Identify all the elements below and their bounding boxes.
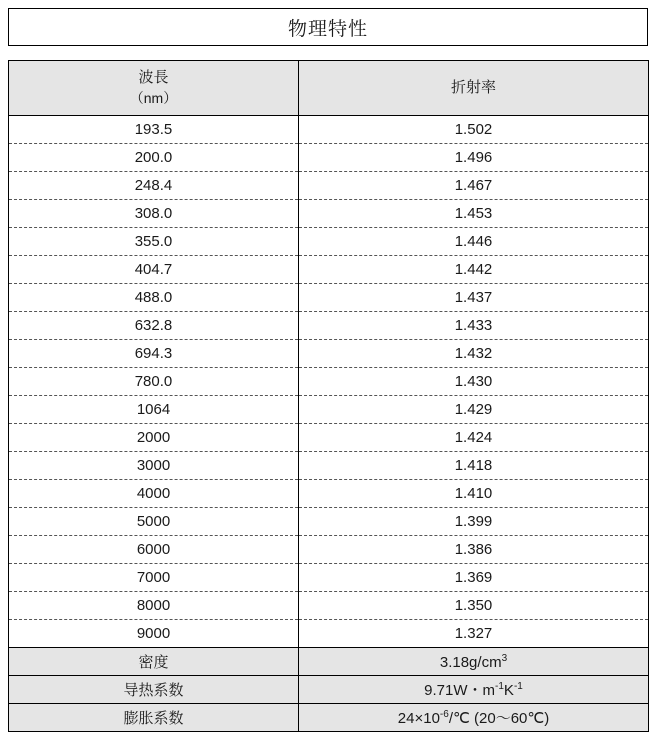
table-row [9, 312, 649, 340]
value-density [299, 648, 649, 676]
table-row [9, 284, 649, 312]
table-row [9, 564, 649, 592]
cell-index: 1.350 [299, 592, 649, 620]
cell-index: 1.467 [299, 172, 649, 200]
header-refractive-label: 折射率 [450, 78, 496, 96]
cell-wavelength: 193.5 [9, 116, 299, 144]
table-row-expansion-coefficient [9, 704, 649, 732]
cell-wavelength: 9000 [9, 620, 299, 648]
table-row-thermal-conductivity [9, 676, 649, 704]
table-row [9, 424, 649, 452]
table-row [9, 116, 649, 144]
label-thermal-conductivity: 导热系数 [9, 676, 299, 704]
cell-index: 1.496 [299, 144, 649, 172]
table-row [9, 368, 649, 396]
cell-wavelength: 248.4 [9, 172, 299, 200]
cell-index: 1.502 [299, 116, 649, 144]
cell-wavelength: 780.0 [9, 368, 299, 396]
title-table-gap [8, 46, 648, 60]
cell-wavelength: 3000 [9, 452, 299, 480]
header-wavelength-unit: （nm） [129, 89, 178, 106]
label-expansion-coefficient: 膨胀系数 [9, 704, 299, 732]
table-body [9, 61, 649, 732]
table-row [9, 200, 649, 228]
cell-index: 1.432 [299, 340, 649, 368]
cell-wavelength: 488.0 [9, 284, 299, 312]
table-row [9, 480, 649, 508]
cell-index: 1.399 [299, 508, 649, 536]
header-wavelength [9, 61, 299, 116]
cell-index: 1.429 [299, 396, 649, 424]
cell-index: 1.386 [299, 536, 649, 564]
header-wavelength-label: 波長 [138, 69, 169, 87]
table-row [9, 396, 649, 424]
cell-index: 1.442 [299, 256, 649, 284]
table-row [9, 172, 649, 200]
cell-index: 1.327 [299, 620, 649, 648]
table-row [9, 620, 649, 648]
physical-properties-table [8, 60, 649, 732]
cell-wavelength: 308.0 [9, 200, 299, 228]
table-row-density [9, 648, 649, 676]
cell-index: 1.430 [299, 368, 649, 396]
cell-index: 1.369 [299, 564, 649, 592]
value-expansion-coefficient-text: $24\times 10^{-6}/℃$ (20〜60℃) [397, 709, 550, 727]
value-density-text: $3.18g/cm^3$ [439, 652, 508, 671]
table-header-row [9, 61, 649, 116]
cell-wavelength: 200.0 [9, 144, 299, 172]
cell-wavelength: 5000 [9, 508, 299, 536]
cell-wavelength: 4000 [9, 480, 299, 508]
cell-wavelength: 8000 [9, 592, 299, 620]
table-row [9, 340, 649, 368]
table-row [9, 452, 649, 480]
cell-index: 1.410 [299, 480, 649, 508]
cell-index: 1.433 [299, 312, 649, 340]
cell-wavelength: 6000 [9, 536, 299, 564]
cell-wavelength: 694.3 [9, 340, 299, 368]
table-row [9, 508, 649, 536]
table-row [9, 536, 649, 564]
cell-index: 1.418 [299, 452, 649, 480]
page-title [8, 8, 648, 46]
cell-index: 1.453 [299, 200, 649, 228]
table-row [9, 256, 649, 284]
cell-wavelength: 404.7 [9, 256, 299, 284]
cell-wavelength: 2000 [9, 424, 299, 452]
value-expansion-coefficient [299, 704, 649, 732]
cell-wavelength: 355.0 [9, 228, 299, 256]
cell-index: 1.424 [299, 424, 649, 452]
cell-wavelength: 632.8 [9, 312, 299, 340]
cell-wavelength: 1064 [9, 396, 299, 424]
table-row [9, 144, 649, 172]
page-title-text: 物理特性 [287, 18, 368, 40]
header-refractive-index [299, 61, 649, 116]
label-density: 密度 [9, 648, 299, 676]
value-thermal-conductivity [299, 676, 649, 704]
table-row [9, 592, 649, 620]
cell-wavelength: 7000 [9, 564, 299, 592]
value-thermal-conductivity-text: 9.71W・$m^{-1}K^{-1}$ [424, 681, 523, 699]
table-row [9, 228, 649, 256]
cell-index: 1.446 [299, 228, 649, 256]
cell-index: 1.437 [299, 284, 649, 312]
